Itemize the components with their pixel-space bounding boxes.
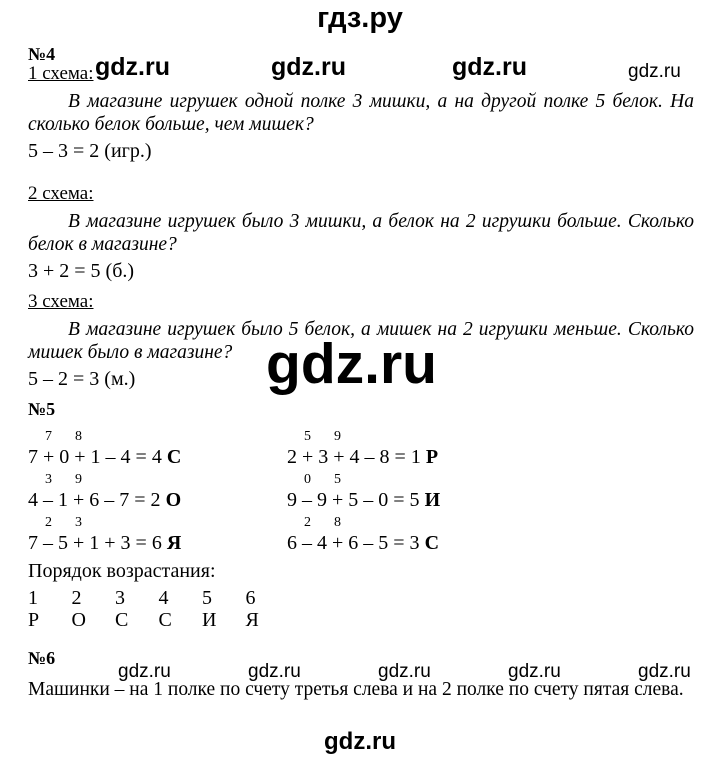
order-number: 5 [202,587,212,609]
equation [287,472,440,512]
equation-letter: О [165,489,182,511]
order-number: 6 [245,587,256,609]
equation-expression: 9 – 9 + 5 – 0 = 5 [287,489,420,511]
carry-number: 5 [304,429,311,444]
order-number: 2 [71,587,82,609]
carry-numbers [287,429,440,445]
watermark: gdz.ru [248,661,301,682]
order-number: 3 [115,587,125,609]
watermark: gdz.ru [452,53,527,81]
task6-number: №6 [28,648,56,668]
equation [28,472,181,512]
big-watermark: gdz.ru [266,332,437,396]
watermark: gdz.ru [271,53,346,81]
scheme-1 [28,63,694,163]
equation-line [287,488,440,512]
carry-number: 5 [334,472,341,487]
carry-number: 7 [45,429,52,444]
equation-expression: 2 + 3 + 4 – 8 = 1 [287,446,421,468]
scheme-3-solution: 5 – 2 = 3 (м.) [28,368,136,390]
order-letters-row [28,609,289,632]
order-letter: С [115,609,129,631]
equation [28,515,181,555]
task5-number: №5 [28,399,56,419]
equation-line [28,531,181,555]
task4-number: №4 [28,44,56,64]
order-numbers-row [28,587,289,610]
scheme-1-label: 1 схема: [28,63,94,84]
watermark: gdz.ru [118,661,171,682]
watermark: gdz.ru [508,661,561,682]
carry-numbers [287,515,440,531]
carry-number: 8 [334,515,341,530]
site-header-title: гдз.ру [317,2,403,34]
equation [28,429,181,469]
equation-letter: Я [166,532,182,554]
equation-letter: С [166,446,182,468]
task6-answer: Машинки – на 1 полке по счету третья слева и на 2 полке по счету пятая слева. [28,679,684,700]
carry-number: 2 [304,515,311,530]
carry-number: 9 [334,429,341,444]
equation-line [287,445,440,469]
watermark: gdz.ru [628,61,681,82]
scheme-1-solution: 5 – 3 = 2 (игр.) [28,140,152,162]
equation [287,515,440,555]
order-letter: Р [28,609,40,631]
scheme-3-label: 3 схема: [28,291,94,312]
carry-number: 2 [45,515,52,530]
carry-number: 9 [75,472,82,487]
carry-number: 3 [75,515,82,530]
equation-expression: 6 – 4 + 6 – 5 = 3 [287,532,420,554]
scheme-2-problem: В магазине игрушек было 3 мишки, а белок на 2 игрушки больше. Сколько белок в магазине? [28,211,694,255]
carry-number: 0 [304,472,311,487]
carry-number: 3 [45,472,52,487]
order-letter: Я [245,609,259,631]
equation-expression: 7 – 5 + 1 + 3 = 6 [28,532,162,554]
order-number: 1 [28,587,38,609]
equation-letter: С [424,532,440,554]
order-number: 4 [158,587,169,609]
order-letter: О [71,609,86,631]
equation-line [28,445,181,469]
order-letter: С [158,609,172,631]
equation-letter: Р [425,446,439,468]
task5-left-column [28,429,181,558]
watermark: gdz.ru [378,661,431,682]
equation-expression: 7 + 0 + 1 – 4 = 4 [28,446,162,468]
equation-line [287,531,440,555]
scheme-3-problem: В магазине игрушек было 5 белок, а мишек на 2 игрушки меньше. Сколько мишек было в магазине? [28,319,694,363]
carry-numbers [28,472,181,488]
order-letter: И [202,609,217,631]
watermark: gdz.ru [638,661,691,682]
equation-expression: 4 – 1 + 6 – 7 = 2 [28,489,161,511]
scheme-1-problem: В магазине игрушек одной полке 3 мишки, а на другой полке 5 белок. На сколько белок больше, чем мишек? [28,91,694,135]
equation [287,429,440,469]
carry-number: 8 [75,429,82,444]
scheme-2-solution: 3 + 2 = 5 (б.) [28,260,135,282]
equation-letter: И [424,489,441,511]
task5-right-column [287,429,440,558]
carry-numbers [28,429,181,445]
footer-watermark: gdz.ru [324,728,396,755]
order-label: Порядок возрастания: [28,560,216,582]
carry-numbers [287,472,440,488]
equation-line [28,488,181,512]
watermark: gdz.ru [95,53,170,81]
scheme-2 [28,183,694,283]
scheme-2-label: 2 схема: [28,183,94,204]
carry-numbers [28,515,181,531]
